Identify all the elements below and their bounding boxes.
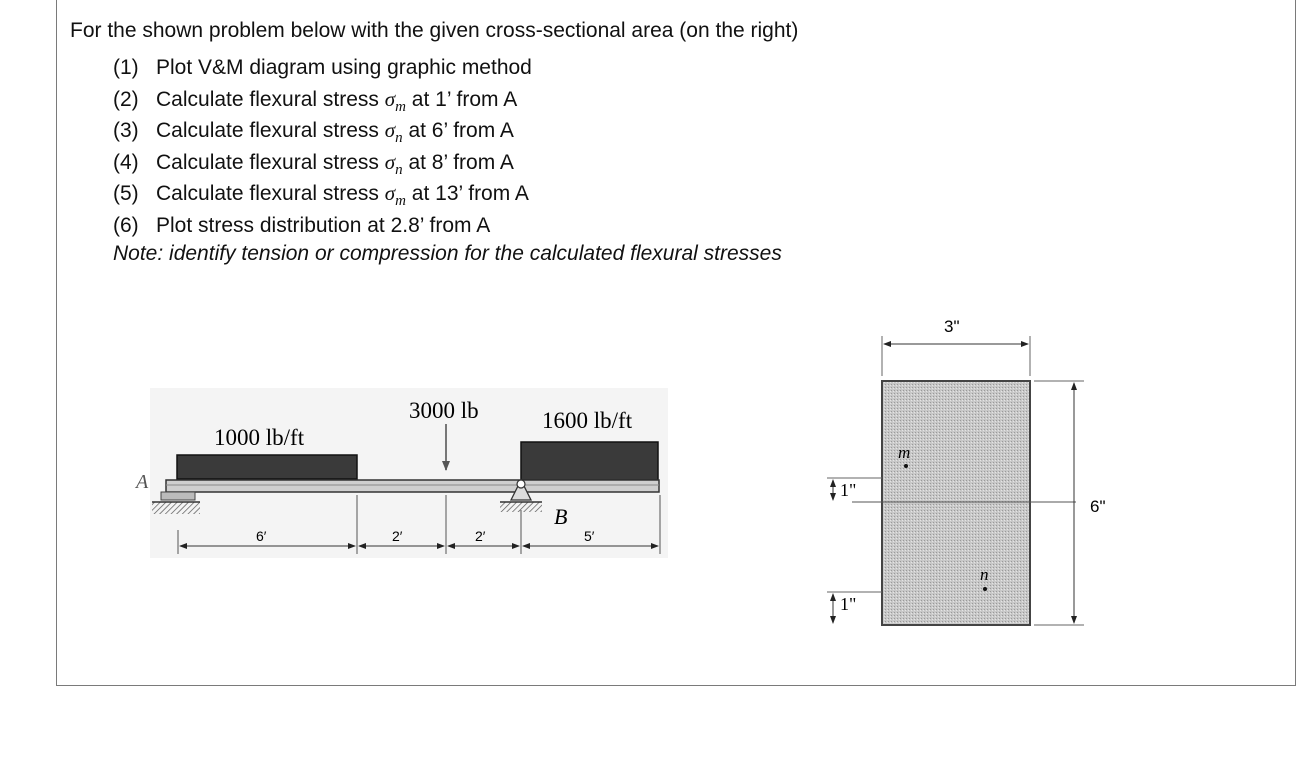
task-text: Calculate flexural stress <box>156 87 385 111</box>
task-number: (1) <box>113 56 139 79</box>
sigma-symbol: $\sigma_m$ <box>384 86 406 115</box>
load-left-label: 1000 lb/ft <box>214 425 305 450</box>
support-a <box>161 492 195 500</box>
point-m-label: m <box>898 443 911 462</box>
dim-label-5ft: 5′ <box>584 528 595 544</box>
task-number: (5) <box>113 182 139 206</box>
problem-intro: For the shown problem below with the given cross-sectional area (on the right) <box>70 19 799 42</box>
point-b-label: B <box>554 504 568 529</box>
offset-top-label: 1" <box>840 480 857 500</box>
width-label: 3" <box>944 317 960 336</box>
point-n-label: n <box>980 565 989 584</box>
task-text: Calculate flexural stress <box>156 150 385 174</box>
task-number: (4) <box>113 150 139 174</box>
height-label: 6" <box>1090 497 1106 516</box>
pin-b <box>517 480 525 488</box>
load-right-label: 1600 lb/ft <box>542 408 633 433</box>
distributed-load-left <box>177 455 357 479</box>
point-n-dot <box>983 587 987 591</box>
sigma-symbol: $\sigma_n$ <box>384 149 403 178</box>
task-number: (3) <box>113 119 139 143</box>
dim-label-2ft-b: 2′ <box>475 528 486 544</box>
dim-label-2ft-a: 2′ <box>392 528 403 544</box>
cross-section-diagram <box>827 317 1106 625</box>
task-text-tail: at 1’ from A <box>405 87 518 111</box>
task-text: Calculate flexural stress <box>156 119 385 143</box>
beam <box>166 480 659 492</box>
point-a-label: A <box>136 471 149 493</box>
task-number: (2) <box>113 87 139 111</box>
dim-label-6ft: 6′ <box>256 528 267 544</box>
note-text: Note: identify tension or compression for the calculated flexural stresses <box>113 242 782 265</box>
distributed-load-right <box>521 442 658 480</box>
task-text: Calculate flexural stress <box>156 182 385 206</box>
task-text-tail: at 8’ from A <box>402 150 514 174</box>
point-load-label: 3000 lb <box>409 398 479 423</box>
task-text-tail: at 13’ from A <box>405 182 529 206</box>
sigma-symbol: $\sigma_n$ <box>384 118 403 147</box>
ground-a <box>152 502 200 514</box>
task-text-tail: at 6’ from A <box>402 119 514 143</box>
sigma-symbol: $\sigma_m$ <box>384 181 406 210</box>
task-text: Plot V&M diagram using graphic method <box>156 56 532 79</box>
cross-section-rectangle <box>882 381 1030 625</box>
point-m-dot <box>904 464 908 468</box>
beam-diagram <box>134 388 668 558</box>
offset-bottom-label: 1" <box>840 594 857 614</box>
task-text: Plot stress distribution at 2.8’ from A <box>156 213 491 237</box>
task-number: (6) <box>113 213 139 237</box>
